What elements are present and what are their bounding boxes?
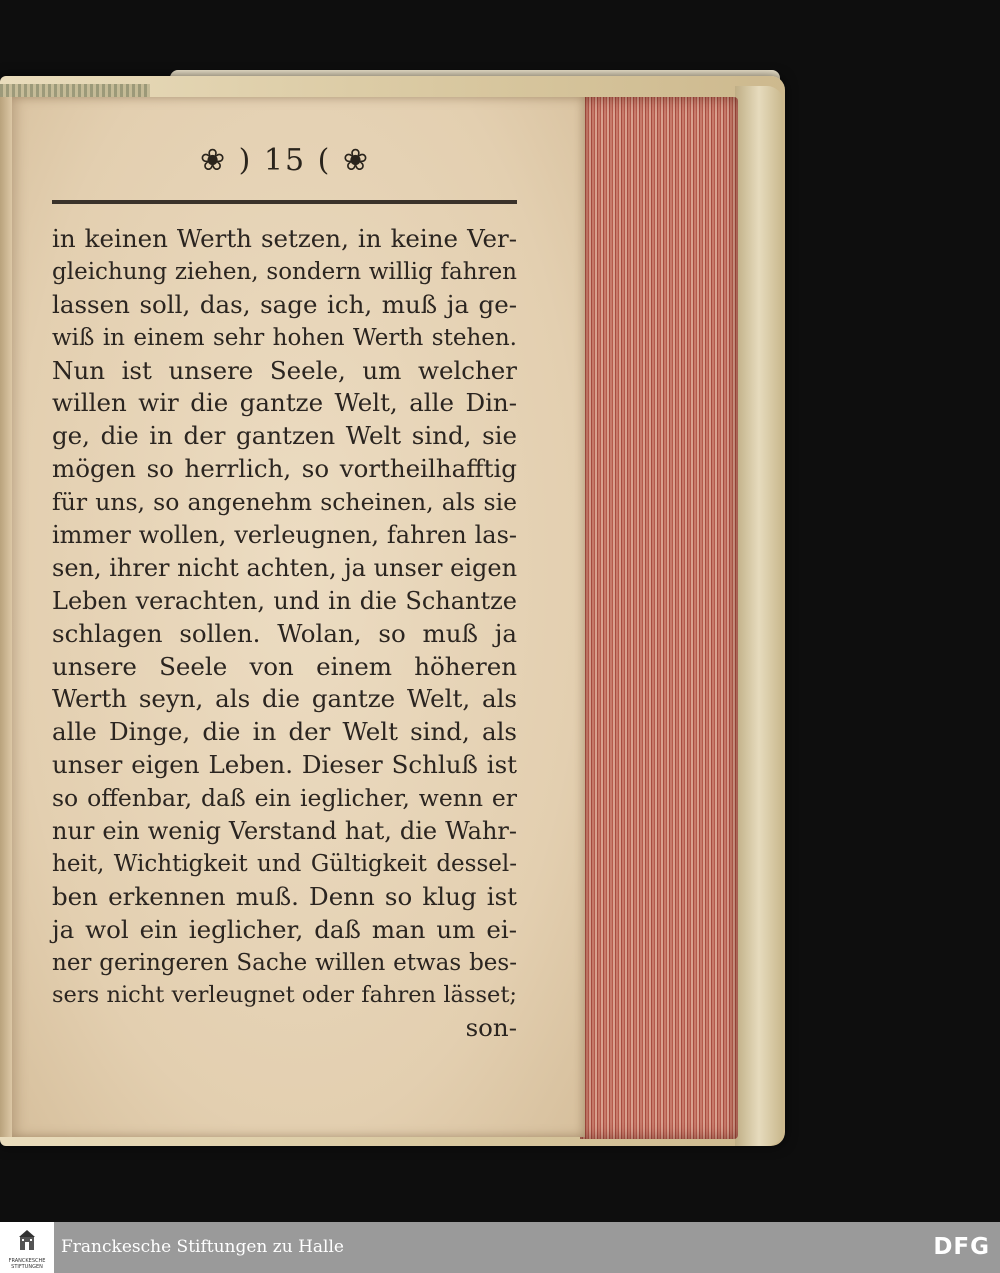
text-line: sen, ihrer nicht achten, ja unser eigen — [52, 553, 518, 582]
building-icon — [18, 1228, 36, 1252]
text-line: so offenbar, daß ein ieglicher, wenn er — [52, 784, 517, 813]
text-line: heit, Wichtigkeit und Gültigkeit dessel- — [52, 850, 517, 877]
logo-text: FRANCKESCHE STIFTUNGEN — [8, 1258, 46, 1270]
text-line: Nun ist unsere Seele, um welcher — [52, 355, 517, 385]
text-line: ner geringeren Sache willen etwas bes- — [52, 949, 517, 976]
text-line: sers nicht verleugnet oder fahren lässet; — [52, 982, 517, 1009]
text-line: mögen so herrlich, so vortheilhafftig — [52, 454, 517, 484]
binding-strip — [0, 84, 150, 98]
text-line: ben erkennen muß. Denn so klug ist — [52, 881, 517, 911]
page-header: ❀ ) 15 ( ❀ — [200, 143, 370, 178]
text-line: alle Dinge, die in der Welt sind, als — [52, 717, 517, 747]
text-line: wiß in einem sehr hohen Werth stehen. — [52, 324, 517, 351]
cover-fold — [735, 86, 783, 1146]
page-edges — [580, 97, 738, 1139]
text-line: in keinen Werth setzen, in keine Ver- — [52, 224, 517, 253]
page-text — [52, 223, 517, 1045]
text-line: lassen soll, das, sage ich, muß ja ge- — [52, 289, 517, 319]
text-line: für uns, so angenehm scheinen, als sie — [52, 488, 517, 517]
text-line: nur ein wenig Verstand hat, die Wahr- — [52, 817, 517, 846]
text-line: ja wol ein ieglicher, daß man um ei- — [52, 914, 517, 944]
text-line: immer wollen, verleugnen, fahren las- — [52, 521, 517, 550]
text-line: willen wir die gantze Welt, alle Din- — [52, 388, 517, 418]
catchword: son- — [465, 1013, 517, 1043]
footer-title[interactable]: Franckesche Stiftungen zu Halle — [61, 1237, 344, 1257]
text-line: schlagen sollen. Wolan, so muß ja — [52, 618, 517, 648]
franckesche-logo[interactable] — [0, 1222, 54, 1273]
page-gutter — [0, 97, 12, 1137]
text-line: gleichung ziehen, sondern willig fahren — [52, 258, 517, 285]
text-line: Leben verachten, und in die Schantze — [52, 586, 517, 615]
text-line: Werth seyn, als die gantze Welt, als — [52, 684, 517, 714]
text-line: unser eigen Leben. Dieser Schluß ist — [52, 750, 517, 780]
text-line: ge, die in der gantzen Welt sind, sie — [52, 421, 517, 451]
header-rule — [52, 200, 517, 204]
text-line: unsere Seele von einem höheren — [52, 651, 517, 681]
footer-bar — [0, 1222, 1000, 1273]
dfg-logo[interactable]: DFG — [933, 1234, 990, 1260]
